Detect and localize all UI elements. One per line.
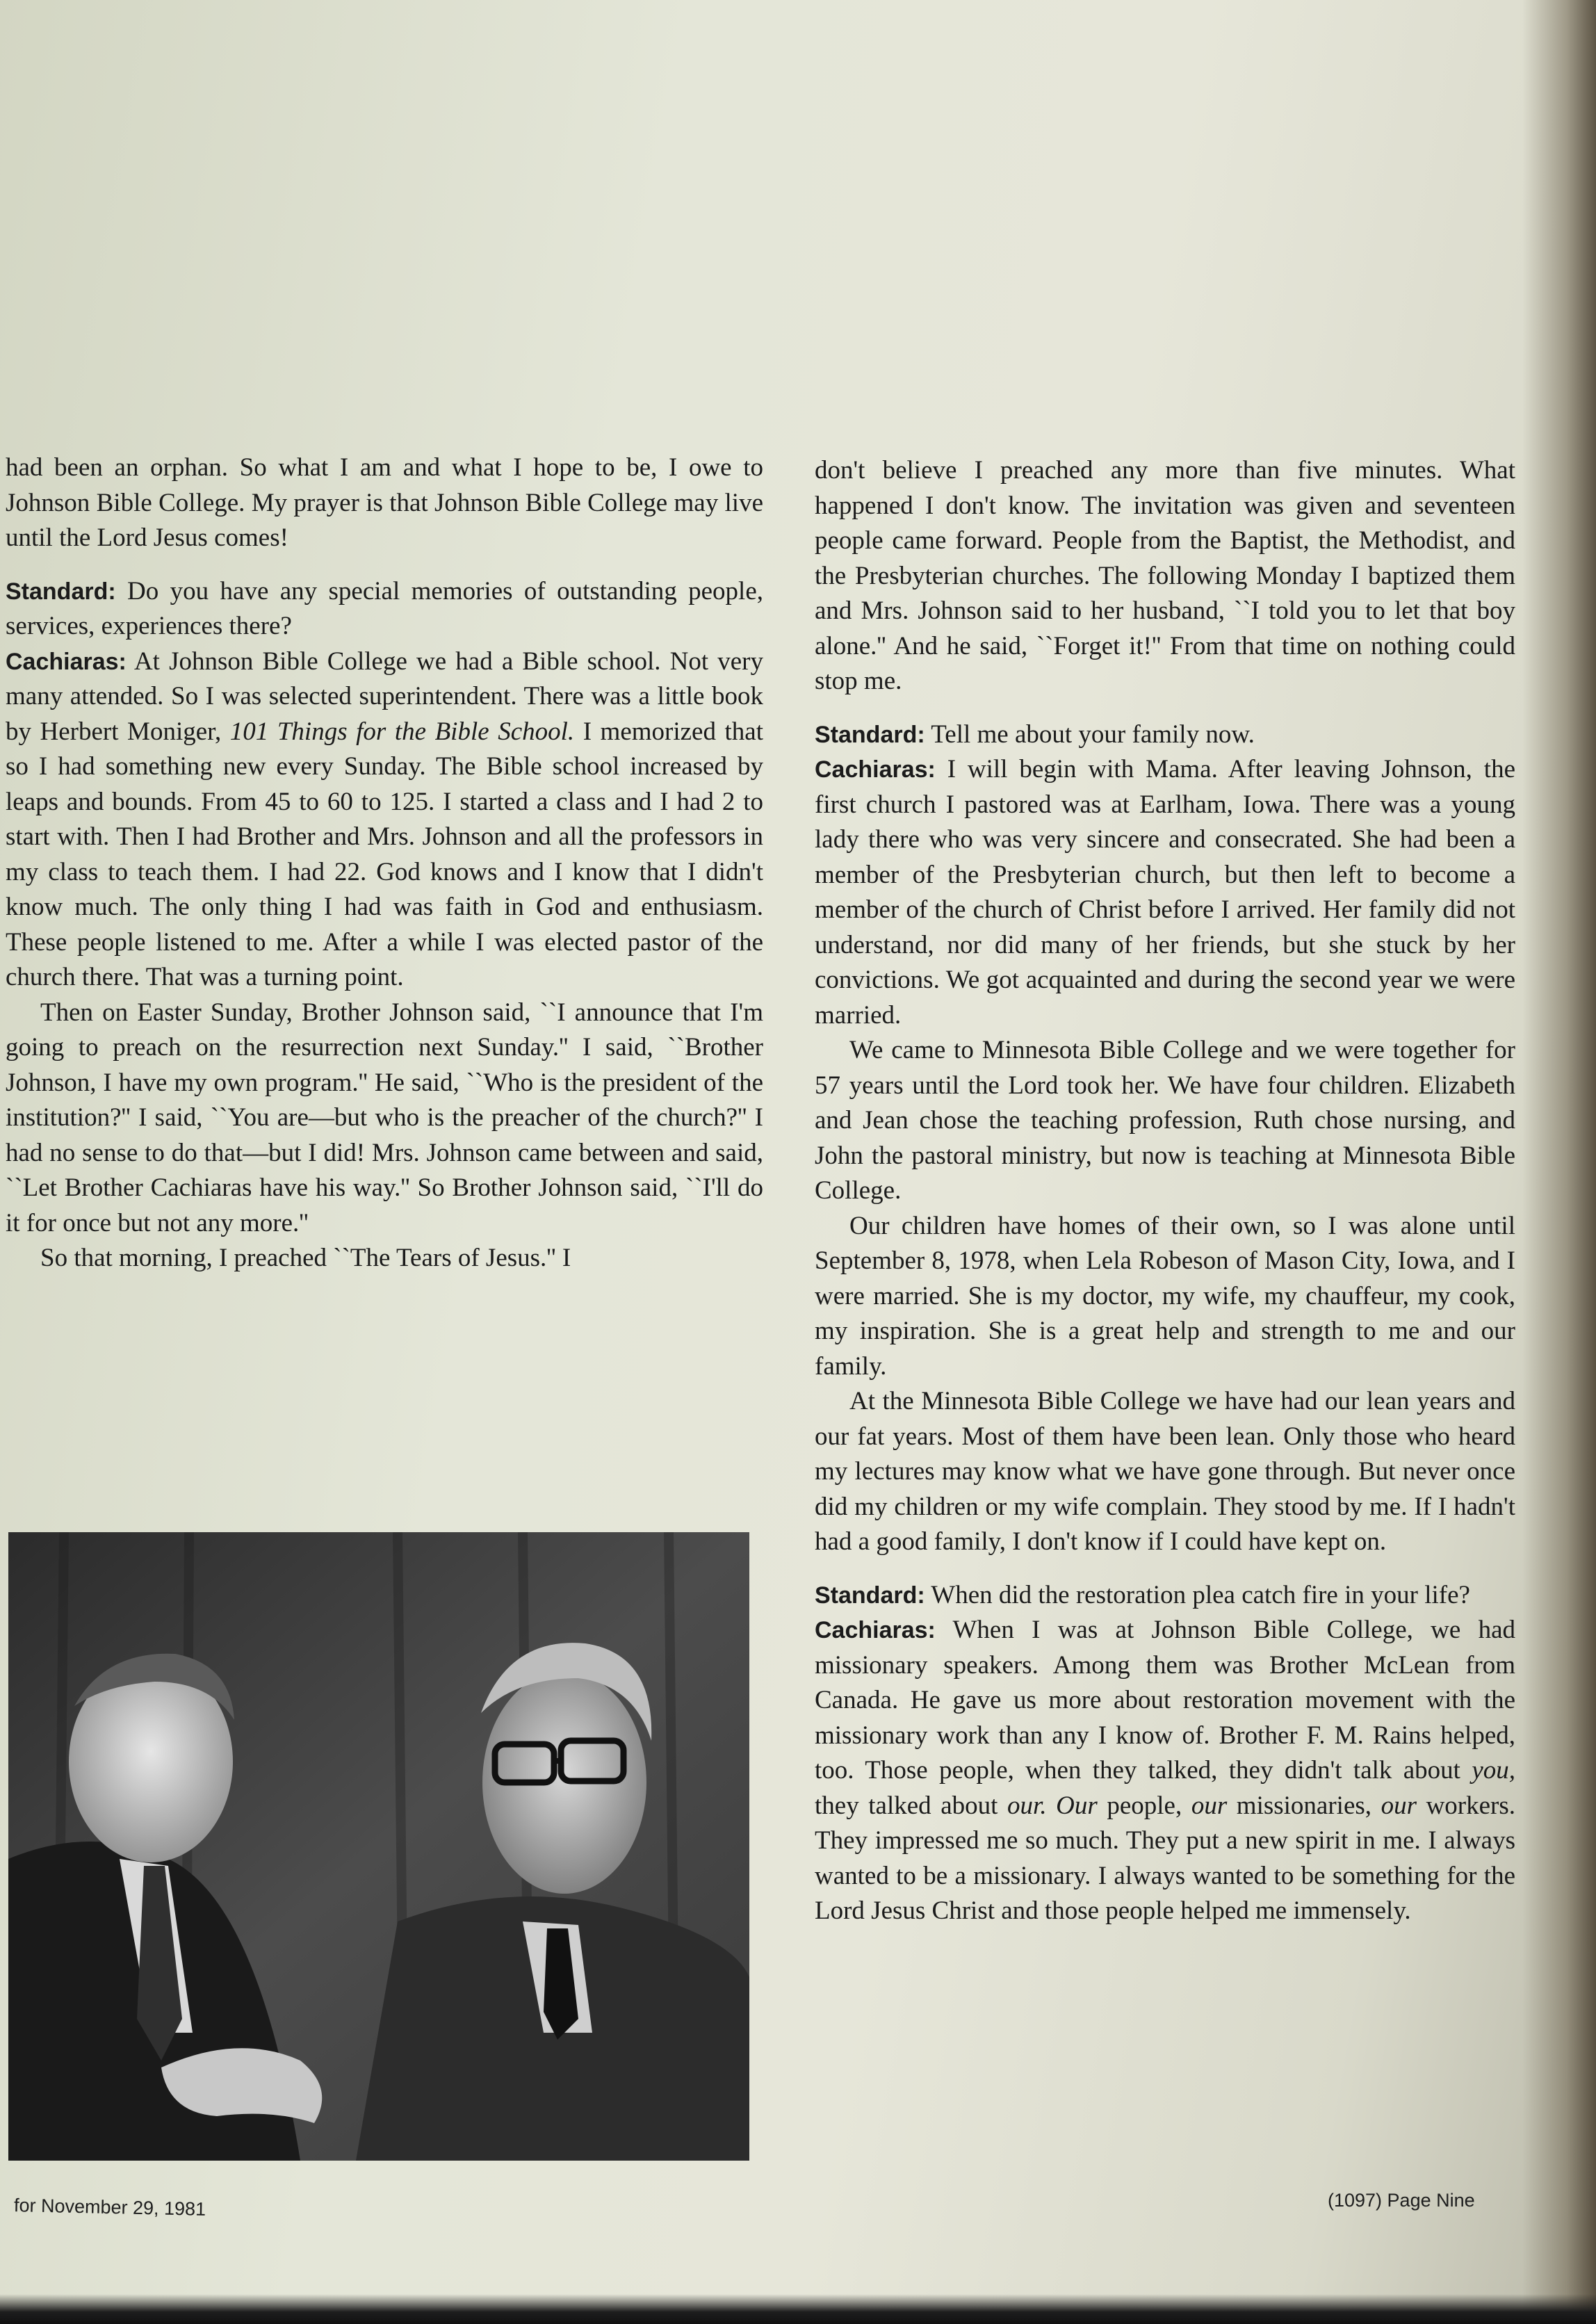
speaker-label: Cachiaras: — [815, 756, 936, 783]
footer-page-number: (1097) Page Nine — [1328, 2190, 1475, 2211]
emphasis: our — [1381, 1791, 1417, 1820]
interview-answer — [815, 1613, 1515, 1929]
speaker-label: Standard: — [815, 1582, 925, 1609]
answer-text: missionaries, — [1227, 1791, 1381, 1820]
speaker-label: Cachiaras: — [6, 648, 127, 675]
paragraph: At the Minnesota Bible College we have had our lean years and our fat years. Most of them have been lean. Only those who heard my lectures may know what we have gone through. But never once did my children or my wife complain. They stood by me. If I hadn't had a good family, I don't know if I could have kept on. — [815, 1387, 1515, 1556]
answer-text: they talked about — [815, 1791, 1008, 1820]
answer-text: I will begin with Mama. After leaving Johnson, the first church I pastored was at Earlham, Iowa. There was a young lady there who was very sincere and consecrated. She had been a member of the Presbyterian church, but then left to become a member of the church of Christ before I arrived. Her family did not understand, nor did many of her friends, but she stuck by her convictions. We got acquainted and during the second year we were married. — [815, 755, 1515, 1030]
interview-answer — [815, 752, 1515, 1033]
interview-question — [6, 574, 763, 644]
paragraph: So that morning, I preached ``The Tears of Jesus.'' I — [40, 1244, 571, 1272]
interview-question — [815, 1578, 1515, 1614]
paragraph: Then on Easter Sunday, Brother Johnson said, ``I announce that I'm going to preach on the resurrection next Sunday.'' I said, ``Brother Johnson, I have my own program.'' He said, ``Who is the president of the institution?'' I said, ``You are—but who is the preacher of the church?'' I had no sense to do that—but I did! Mrs. Johnson came between and said, ``Let Brother Cachiaras have his way.'' So Brother Johnson said, ``I'll do it for once but not any more.'' — [6, 998, 763, 1237]
scan-bottom-edge — [0, 2294, 1596, 2324]
left-column — [6, 450, 763, 1276]
right-column — [815, 453, 1515, 1929]
question-text: Tell me about your family now. — [925, 720, 1255, 749]
speaker-label: Standard: — [815, 721, 925, 748]
emphasis: our — [1191, 1791, 1228, 1820]
emphasis: you, — [1472, 1756, 1515, 1785]
interview-question — [815, 717, 1515, 753]
interview-answer — [6, 644, 763, 996]
paragraph: had been an orphan. So what I am and what I hope to be, I owe to Johnson Bible College. My prayer is that Johnson Bible College may live until the Lord Jesus comes! — [6, 453, 763, 552]
book-title: 101 Things for the Bible School. — [229, 717, 575, 746]
page-edge-shadow — [1522, 0, 1596, 2324]
paragraph: don't believe I preached any more than five minutes. What happened I don't know. The invitation was given and seventeen people came forward. People from the Baptist, the Methodist, and the Presbyterian churches. The following Monday I baptized them and Mrs. Johnson said to her husband, ``I told you to let that boy alone.'' And he said, ``Forget it!'' From that time on nothing could stop me. — [815, 456, 1515, 695]
answer-text: When I was at Johnson Bible College, we had missionary speakers. Among them was Brother McLean from Canada. He gave us more about restoration movement with the missionary work than any I know of. Brother F. M. Rains helped, too. Those people, when they talked, they didn't talk about — [815, 1616, 1515, 1785]
footer-date: for November 29, 1981 — [13, 2195, 206, 2220]
photograph-two-men — [8, 1532, 749, 2161]
answer-text: At Johnson Bible College we had a Bible school. Not very many attended. So I was selected superintendent. There was a little book by Herbert Moniger, — [6, 647, 763, 746]
emphasis: our. Our — [1007, 1791, 1098, 1820]
paragraph: Our children have homes of their own, so I was alone until September 8, 1978, when Lela Robeson of Mason City, Iowa, and I were married. She is my doctor, my wife, my chauffeur, my cook, my inspiration. She is a great help and strength to me and our family. — [815, 1211, 1515, 1381]
paragraph: We came to Minnesota Bible College and we were together for 57 years until the Lord took her. We have four children. Elizabeth and Jean chose the teaching profession, Ruth chose nursing, and John the pastoral ministry, but now is teaching at Minnesota Bible College. — [815, 1036, 1515, 1205]
question-text: When did the restoration plea catch fire in your life? — [925, 1580, 1470, 1609]
speaker-label: Standard: — [6, 578, 116, 605]
question-text: Do you have any special memories of outstanding people, services, experiences there? — [6, 576, 763, 640]
answer-text: people, — [1097, 1791, 1191, 1820]
speaker-label: Cachiaras: — [815, 1617, 936, 1643]
answer-text: workers. They impressed me so much. They put a new spirit in me. I always wanted to be a missionary. I always wanted to be something for the Lord Jesus Christ and those people helped me immensely. — [815, 1791, 1516, 1925]
photo-image — [8, 1532, 749, 2161]
answer-text: I memorized that so I had something new every Sunday. The Bible school increased by leaps and bounds. From 45 to 60 to 125. I started a class and I had 2 to start with. Then I had Brother and Mrs. Johnson and all the professors in my class to teach them. I had 22. God knows and I know that I didn't know much. The only thing I had was faith in God and enthusiasm. These people listened to me. After a while I was elected pastor of the church there. That was a turning point. — [6, 717, 763, 991]
